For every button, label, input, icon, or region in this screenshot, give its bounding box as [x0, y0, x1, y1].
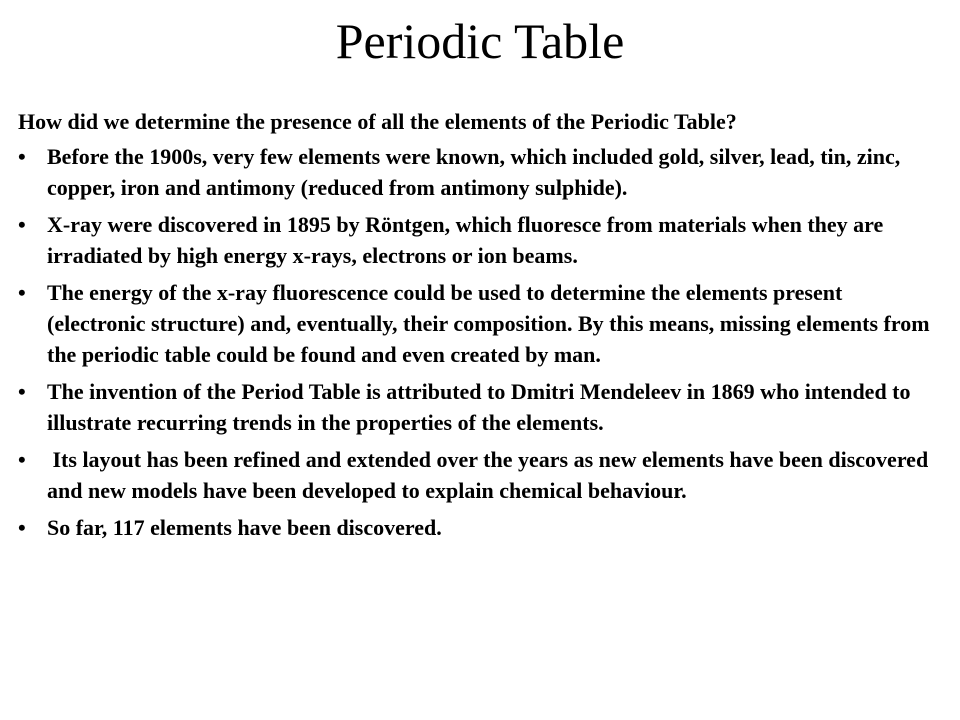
bullet-item: [18, 209, 938, 271]
bullet-text: Before the 1900s, very few elements were known, which included gold, silver, lead, tin, zinc, copper, iron and antimony (reduced from antimony sulphide).: [47, 144, 901, 200]
bullet-text: The energy of the x-ray fluorescence could be used to determine the elements present (electronic structure) and, eventually, their composition. By this means, missing elements from the periodic table could be found and even created by man.: [47, 280, 930, 367]
slide-body: [18, 106, 938, 549]
bullet-text: The invention of the Period Table is attributed to Dmitri Mendeleev in 1869 who intended to illustrate recurring trends in the properties of the elements.: [47, 379, 911, 435]
bullet-item: [18, 277, 938, 370]
bullet-icon: •: [18, 212, 26, 237]
bullet-item: [18, 376, 938, 438]
bullet-list: [18, 141, 938, 543]
bullet-icon: •: [18, 379, 26, 404]
bullet-icon: •: [18, 144, 26, 169]
bullet-icon: •: [18, 447, 26, 472]
bullet-text: So far, 117 elements have been discovered.: [47, 515, 442, 540]
bullet-text: X-ray were discovered in 1895 by Röntgen, which fluoresce from materials when they are irradiated by high energy x-rays, electrons or ion beams.: [47, 212, 884, 268]
bullet-item: [18, 141, 938, 203]
bullet-icon: •: [18, 515, 26, 540]
bullet-item: [18, 512, 938, 543]
intro-question: How did we determine the presence of all the elements of the Periodic Table?: [18, 109, 737, 134]
slide-title: Periodic Table: [335, 13, 625, 69]
bullet-item: [18, 444, 938, 506]
bullet-icon: •: [18, 280, 26, 305]
bullet-text: Its layout has been refined and extended over the years as new elements have been discovered and new models have been developed to explain chemical behaviour.: [47, 447, 934, 503]
